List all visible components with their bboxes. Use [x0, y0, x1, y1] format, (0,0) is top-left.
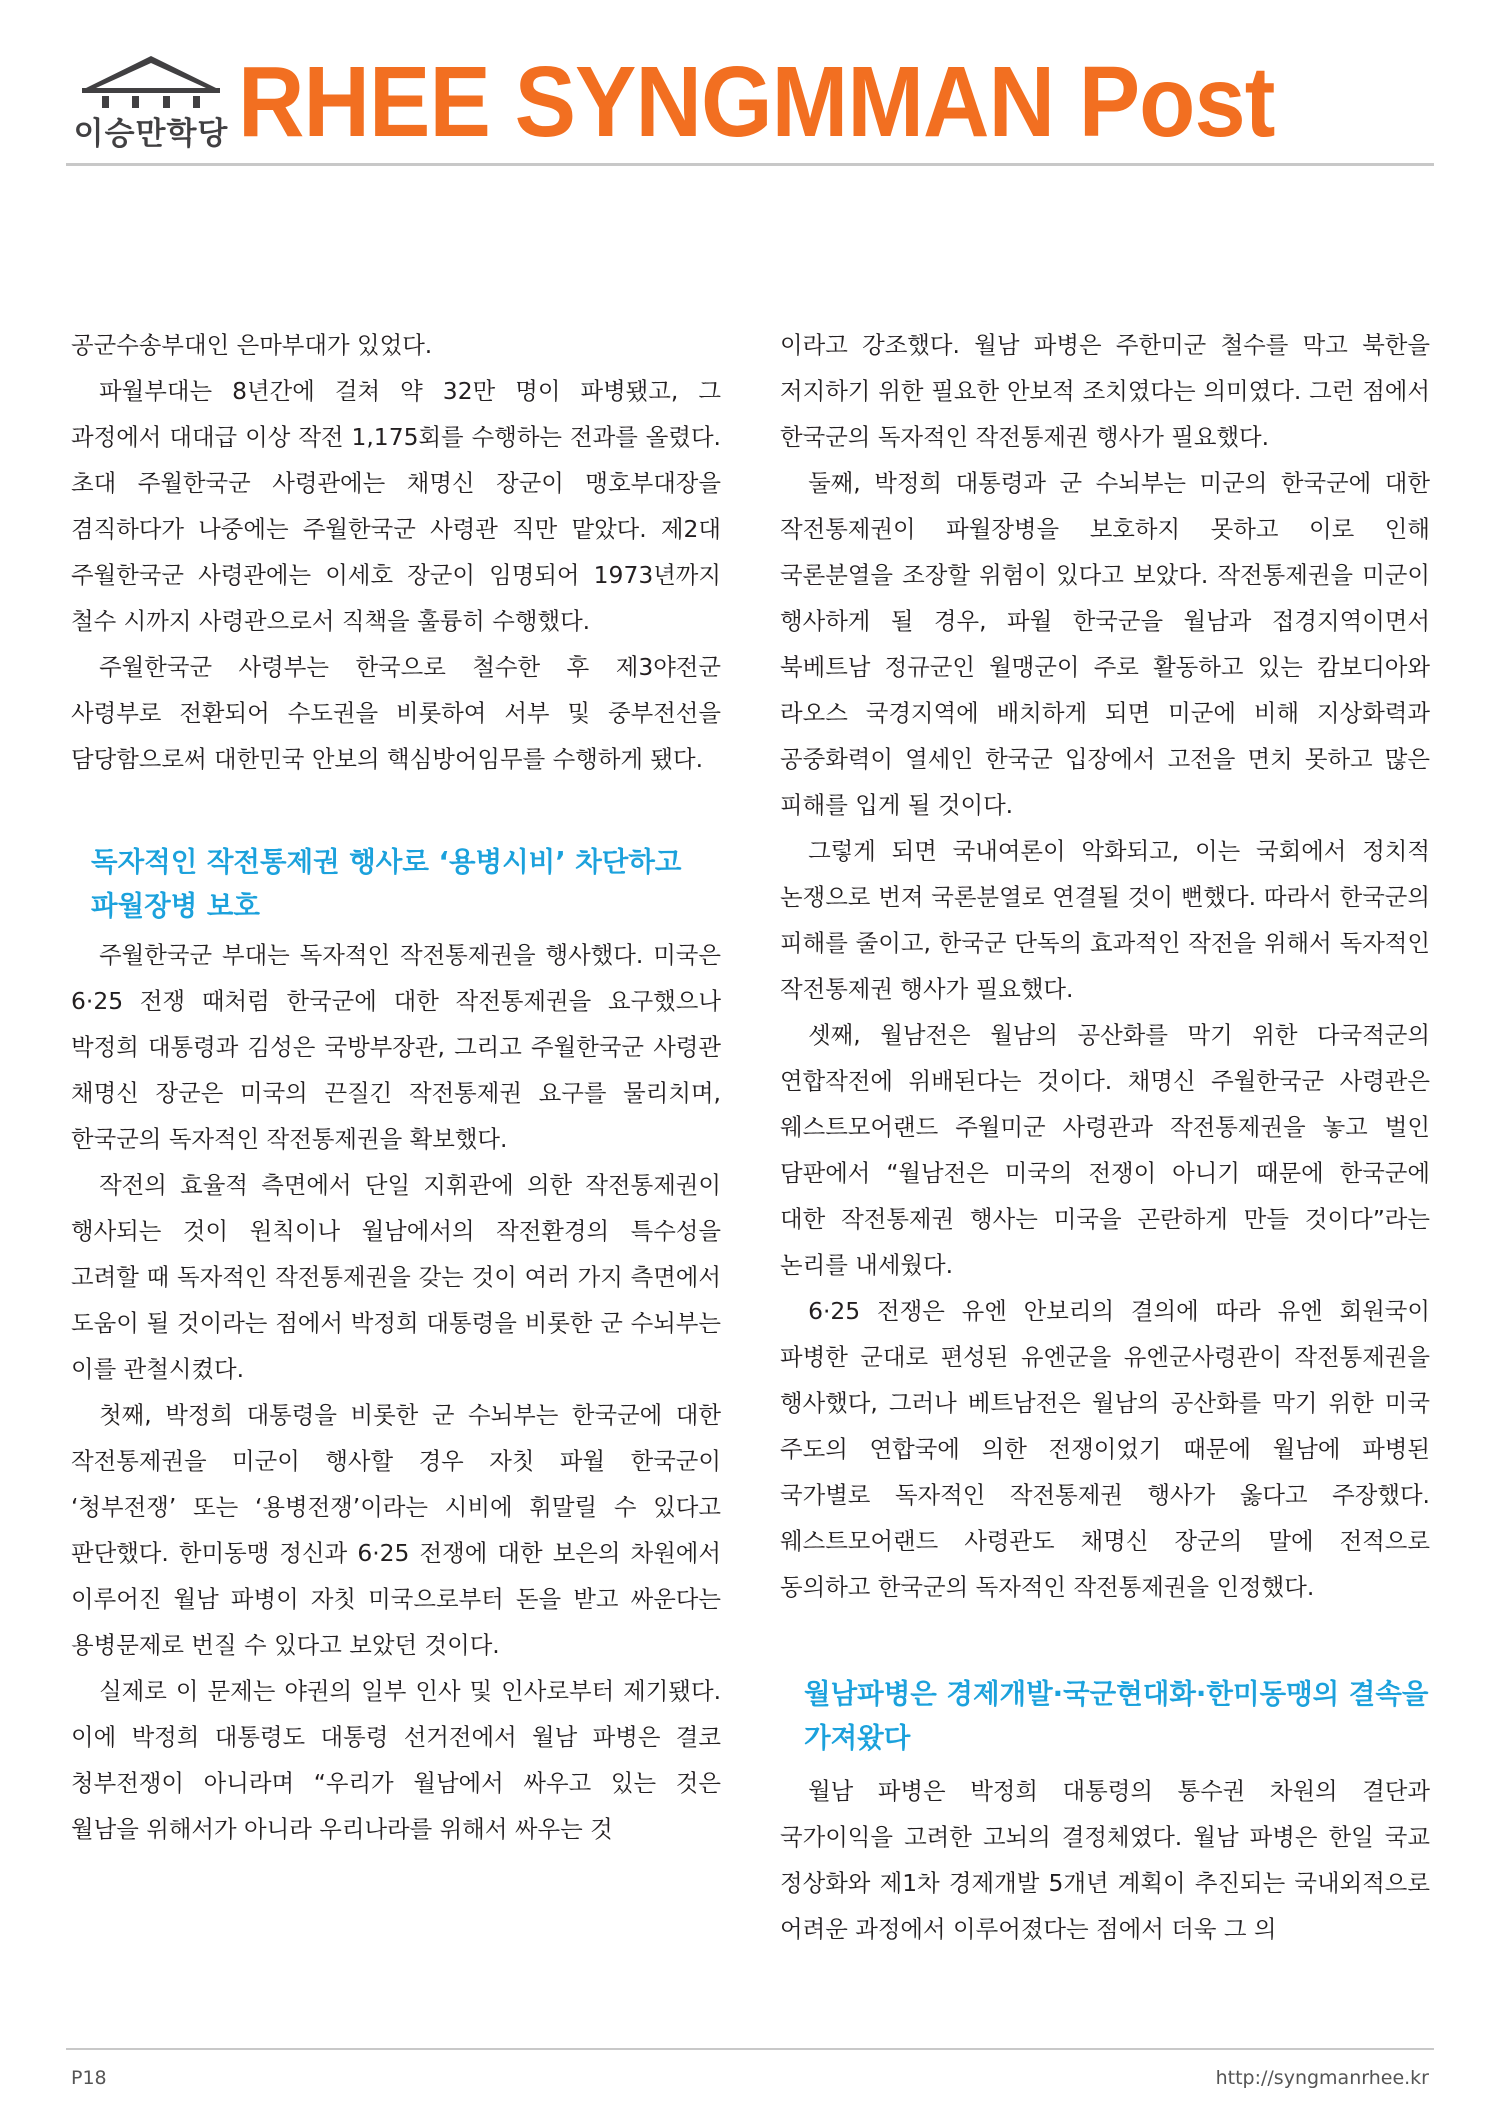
page-number: P18: [71, 2067, 107, 2089]
paragraph: 파월부대는 8년간에 걸쳐 약 32만 명이 파병됐고, 그 과정에서 대대급 이상 작전 1,175회를 수행하는 전과를 올렸다. 초대 주월한국군 사령관에는 채명신 장군이 맹호부대장을 겸직하다가 나중에는 주월한국군 사령관 직만 맡았다. 제2대 주월한국군 사령관에는 이세호 장군이 임명되어 1973년까지 철수 시까지 사령관으로서 직책을 훌륭히 수행했다.: [71, 377, 721, 635]
left-column: [71, 322, 721, 2022]
paragraph: 주월한국군 부대는 독자적인 작전통제권을 행사했다. 미국은 6·25 전쟁 때처럼 한국군에 대한 작전통제권을 요구했으나 박정희 대통령과 김성은 국방부장관, 그리고 주월한국군 사령관 채명신 장군은 미국의 끈질긴 작전통제권 요구를 물리치며, 한국군의 독자적인 작전통제권을 확보했다.: [71, 941, 721, 1153]
section-heading: 독자적인 작전통제권 행사로 ‘용병시비’ 차단하고 파월장병 보호: [91, 846, 682, 922]
paragraph: 공군수송부대인 은마부대가 있었다.: [71, 331, 433, 359]
paragraph: 이라고 강조했다. 월남 파병은 주한미군 철수를 막고 북한을 저지하기 위한 필요한 안보적 조치였다는 의미였다. 그런 점에서 한국군의 독자적인 작전통제권 행사가 필요했다.: [780, 331, 1430, 451]
pillars-icon: [66, 96, 236, 108]
header-divider: [66, 163, 1434, 166]
paragraph: 첫째, 박정희 대통령을 비롯한 군 수뇌부는 한국군에 대한 작전통제권을 미군이 행사할 경우 자칫 파월 한국군이 ‘청부전쟁’ 또는 ‘용병전쟁’이라는 시비에 휘말릴 수 있다고 판단했다. 한미동맹 정신과 6·25 전쟁에 대한 보은의 차원에서 이루어진 월남 파병이 자칫 미국으로부터 돈을 받고 싸운다는 용병문제로 번질 수 있다고 보았던 것이다.: [71, 1401, 721, 1659]
site-url[interactable]: http://syngmanrhee.kr: [1215, 2067, 1429, 2089]
paragraph: 셋째, 월남전은 월남의 공산화를 막기 위한 다국적군의 연합작전에 위배된다는 것이다. 채명신 주월한국군 사령관은 웨스트모어랜드 주월미군 사령관과 작전통제권을 놓고 벌인 담판에서 “월남전은 미국의 전쟁이 아니기 때문에 한국군에 대한 작전통제권 행사는 미국을 곤란하게 만들 것이다”라는 논리를 내세웠다.: [780, 1021, 1430, 1279]
logo-text: 이승만학당: [73, 116, 229, 152]
paragraph: 월남 파병은 박정희 대통령의 통수권 차원의 결단과 국가이익을 고려한 고뇌의 결정체였다. 월남 파병은 한일 국교 정상화와 제1차 경제개발 5개년 계획이 추진되는 국내외적으로 어려운 과정에서 이루어졌다는 점에서 더욱 그 의: [780, 1777, 1430, 1943]
paragraph: 실제로 이 문제는 야권의 일부 인사 및 인사로부터 제기됐다. 이에 박정희 대통령도 대통령 선거전에서 월남 파병은 결코 청부전쟁이 아니라며 “우리가 월남에서 싸우고 있는 것은 월남을 위해서가 아니라 우리나라를 위해서 싸우는 것: [71, 1677, 721, 1843]
school-roof-icon: [66, 50, 236, 96]
right-column: [780, 322, 1430, 2022]
masthead-title: RHEE SYNGMMAN Post: [238, 46, 1275, 158]
logo: [66, 50, 236, 150]
paragraph: 6·25 전쟁은 유엔 안보리의 결의에 따라 유엔 회원국이 파병한 군대로 편성된 유엔군을 유엔군사령관이 작전통제권을 행사했다, 그러나 베트남전은 월남의 공산화를 막기 위한 미국 주도의 연합국에 의한 전쟁이었기 때문에 월남에 파병된 국가별로 독자적인 작전통제권 행사가 옳다고 주장했다. 웨스트모어랜드 사령관도 채명신 장군의 말에 전적으로 동의하고 한국군의 독자적인 작전통제권을 인정했다.: [780, 1297, 1430, 1601]
paragraph: 작전의 효율적 측면에서 단일 지휘관에 의한 작전통제권이 행사되는 것이 원칙이나 월남에서의 작전환경의 특수성을 고려할 때 독자적인 작전통제권을 갖는 것이 여러 가지 측면에서 도움이 될 것이라는 점에서 박정희 대통령을 비롯한 군 수뇌부는 이를 관철시켰다.: [71, 1171, 721, 1383]
footer-divider: [66, 2048, 1434, 2050]
paragraph: 둘째, 박정희 대통령과 군 수뇌부는 미군의 한국군에 대한 작전통제권이 파월장병을 보호하지 못하고 이로 인해 국론분열을 조장할 위험이 있다고 보았다. 작전통제권을 미군이 행사하게 될 경우, 파월 한국군을 월남과 접경지역이면서 북베트남 정규군인 월맹군이 주로 활동하고 있는 캄보디아와 라오스 국경지역에 배치하게 되면 미군에 비해 지상화력과 공중화력이 열세인 한국군 입장에서 고전을 면치 못하고 많은 피해를 입게 될 것이다.: [780, 469, 1430, 819]
section-heading: 월남파병은 경제개발·국군현대화·한미동맹의 결속을 가져왔다: [804, 1678, 1429, 1754]
paragraph: 주월한국군 사령부는 한국으로 철수한 후 제3야전군 사령부로 전환되어 수도권을 비롯하여 서부 및 중부전선을 담당함으로써 대한민국 안보의 핵심방어임무를 수행하게 됐다.: [71, 653, 721, 773]
paragraph: 그렇게 되면 국내여론이 악화되고, 이는 국회에서 정치적 논쟁으로 번져 국론분열로 연결될 것이 뻔했다. 따라서 한국군의 피해를 줄이고, 한국군 단독의 효과적인 작전을 위해서 독자적인 작전통제권 행사가 필요했다.: [780, 837, 1430, 1003]
page-header: [0, 0, 1500, 175]
